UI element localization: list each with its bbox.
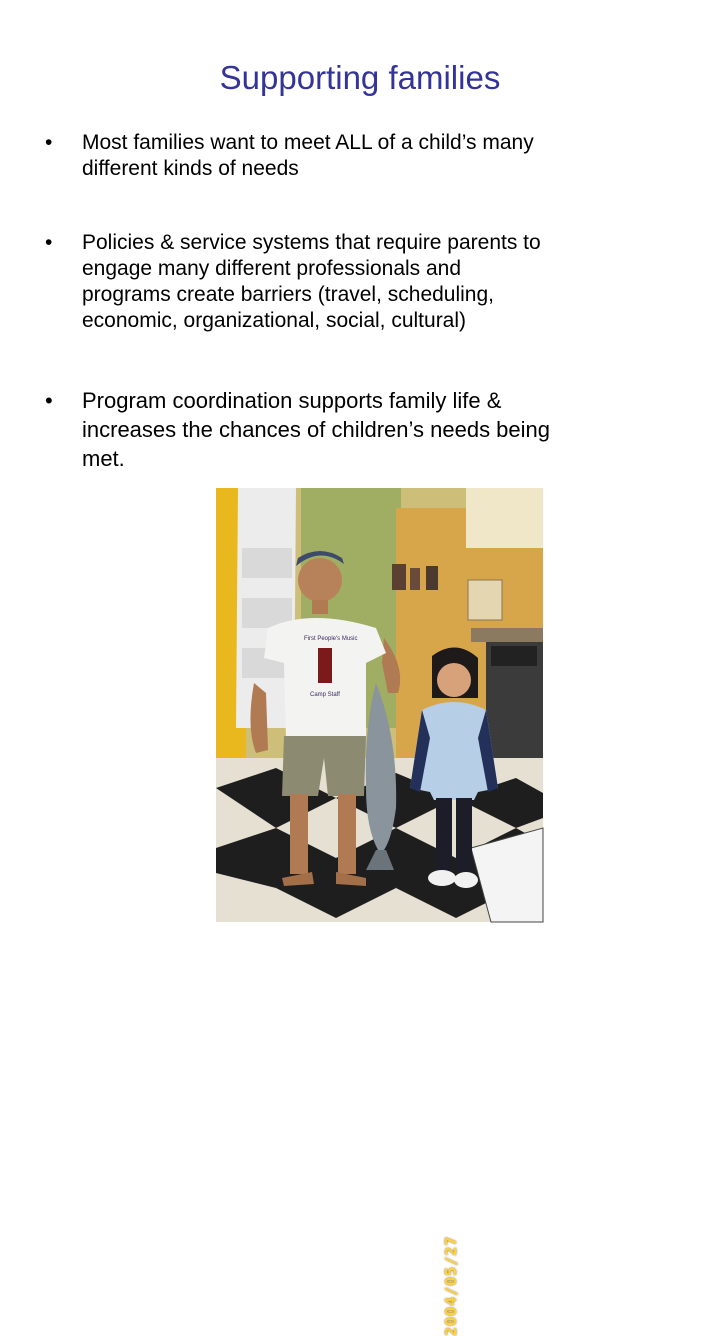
bullet-text bbox=[82, 130, 685, 182]
bullet-line: economic, organizational, social, cultural) bbox=[82, 309, 467, 332]
bullet-line: increases the chances of children’s needs being bbox=[82, 417, 551, 442]
ceiling bbox=[466, 488, 543, 548]
bullet-marker: • bbox=[45, 131, 53, 154]
wall-picture bbox=[392, 564, 406, 590]
man-head bbox=[298, 558, 342, 602]
bullet-text bbox=[82, 386, 685, 473]
bullet-line: Most families want to meet ALL of a child’s many bbox=[82, 131, 534, 154]
bullet-line: Program coordination supports family life & bbox=[82, 388, 502, 413]
man-neck bbox=[312, 600, 328, 614]
bullet-marker: • bbox=[45, 388, 53, 413]
girl-leg bbox=[456, 798, 472, 872]
bullet-line: met. bbox=[82, 446, 125, 471]
bullet-list bbox=[0, 0, 720, 480]
organizer-pocket bbox=[242, 548, 292, 578]
bullet-line: programs create barriers (travel, scheduling, bbox=[82, 283, 495, 306]
girl-shoe bbox=[454, 872, 478, 888]
wall-picture bbox=[426, 566, 438, 590]
bullet-line: Policies & service systems that require parents to bbox=[82, 231, 541, 254]
man-leg bbox=[338, 794, 356, 874]
girl-shoe bbox=[428, 870, 456, 886]
man-arm-left bbox=[250, 683, 268, 753]
bullet-item bbox=[45, 386, 685, 473]
shirt-text: First People's Music bbox=[304, 636, 358, 642]
bullet-line: different kinds of needs bbox=[82, 157, 299, 180]
stove-panel bbox=[491, 646, 537, 666]
man-leg bbox=[290, 794, 308, 874]
shirt-emblem bbox=[318, 648, 332, 683]
counter bbox=[471, 628, 543, 642]
girl-head bbox=[437, 663, 471, 697]
wall-calendar bbox=[468, 580, 502, 620]
bullet-line: engage many different professionals and bbox=[82, 257, 462, 280]
girl-leg bbox=[436, 798, 452, 872]
shirt-text: Camp Staff bbox=[310, 692, 340, 698]
slide-title: Supporting families bbox=[219, 59, 501, 96]
wall-picture bbox=[410, 568, 420, 590]
photo-illustration bbox=[216, 488, 543, 922]
bullet-marker: • bbox=[45, 231, 53, 254]
family-photo bbox=[216, 488, 543, 1336]
bullet-item bbox=[45, 130, 685, 182]
bullet-text bbox=[82, 230, 685, 334]
photo-date-stamp: 2004/05/27 bbox=[442, 1235, 460, 1336]
bullet-item bbox=[45, 230, 685, 334]
